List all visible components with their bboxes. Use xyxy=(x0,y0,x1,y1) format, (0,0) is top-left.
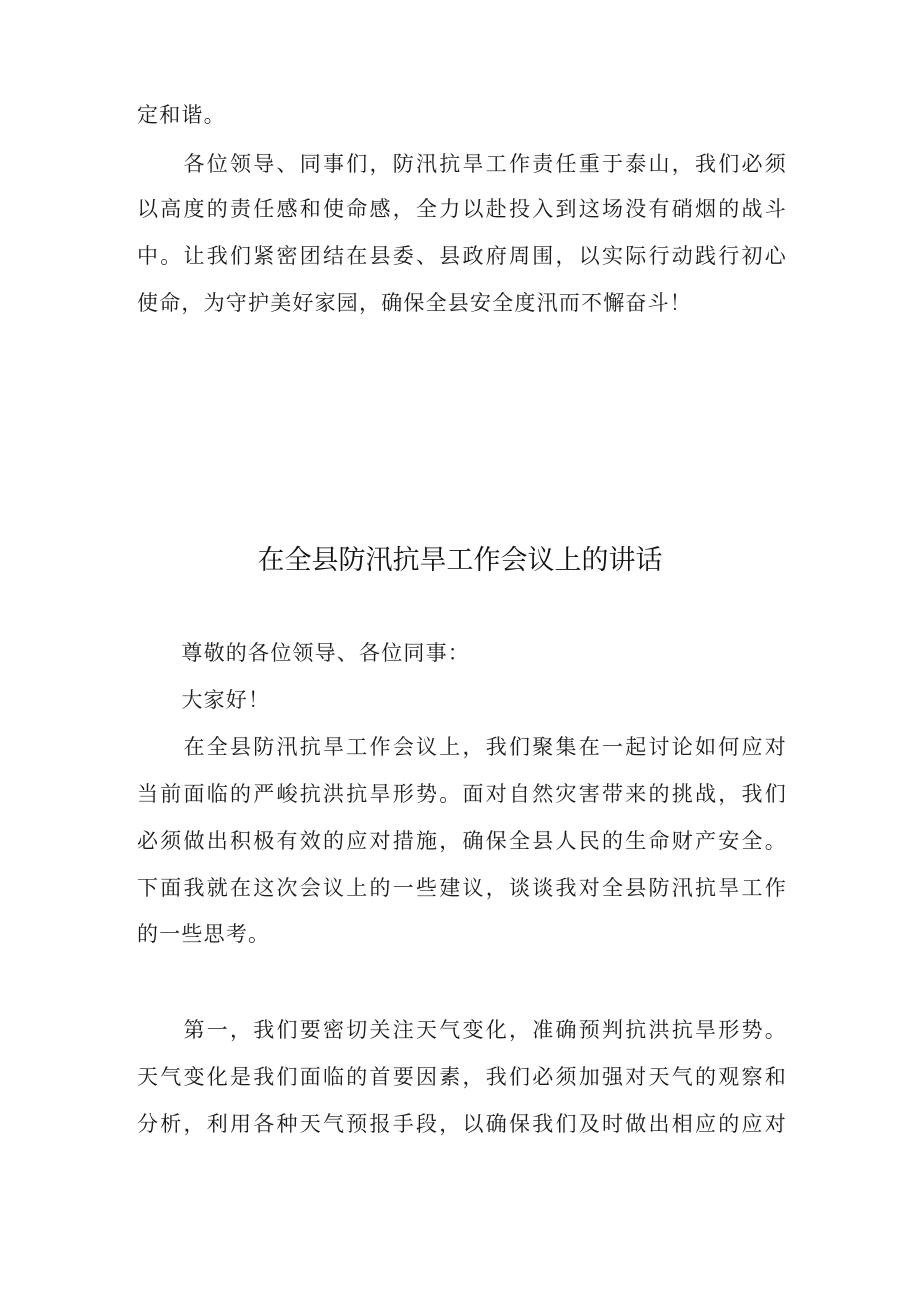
paragraph-line: 各位领导、同事们，防汛抗旱工作责任重于泰山，我们必须 xyxy=(137,152,787,176)
paragraph-line: 的一些思考。 xyxy=(137,922,271,946)
paragraph-line: 中。让我们紧密团结在县委、县政府周围，以实际行动践行初心 xyxy=(137,244,787,268)
paragraph-line: 当前面临的严峻抗洪抗旱形势。面对自然灾害带来的挑战，我们 xyxy=(137,782,787,806)
paragraph-line: 必须做出积极有效的应对措施，确保全县人民的生命财产安全。 xyxy=(137,829,787,853)
paragraph-line: 下面我就在这次会议上的一些建议，谈谈我对全县防汛抗旱工作 xyxy=(137,876,787,900)
paragraph-line: 天气变化是我们面临的首要因素，我们必须加强对天气的观察和 xyxy=(137,1065,787,1089)
paragraph-line: 使命，为守护美好家园，确保全县安全度汛而不懈奋斗！ xyxy=(137,291,692,315)
paragraph-line: 在全县防汛抗旱工作会议上，我们聚集在一起讨论如何应对 xyxy=(137,735,787,759)
paragraph-line: 以高度的责任感和使命感，全力以赴投入到这场没有硝烟的战斗 xyxy=(137,197,787,221)
speech-title: 在全县防汛抗旱工作会议上的讲话 xyxy=(257,545,663,576)
greeting: 大家好！ xyxy=(137,688,271,712)
salutation: 尊敬的各位领导、各位同事： xyxy=(137,641,470,665)
paragraph-line: 定和谐。 xyxy=(137,103,226,127)
paragraph-line: 分析，利用各种天气预报手段，以确保我们及时做出相应的应对 xyxy=(137,1112,787,1136)
paragraph-line: 第一，我们要密切关注天气变化，准确预判抗洪抗旱形势。 xyxy=(137,1018,787,1042)
